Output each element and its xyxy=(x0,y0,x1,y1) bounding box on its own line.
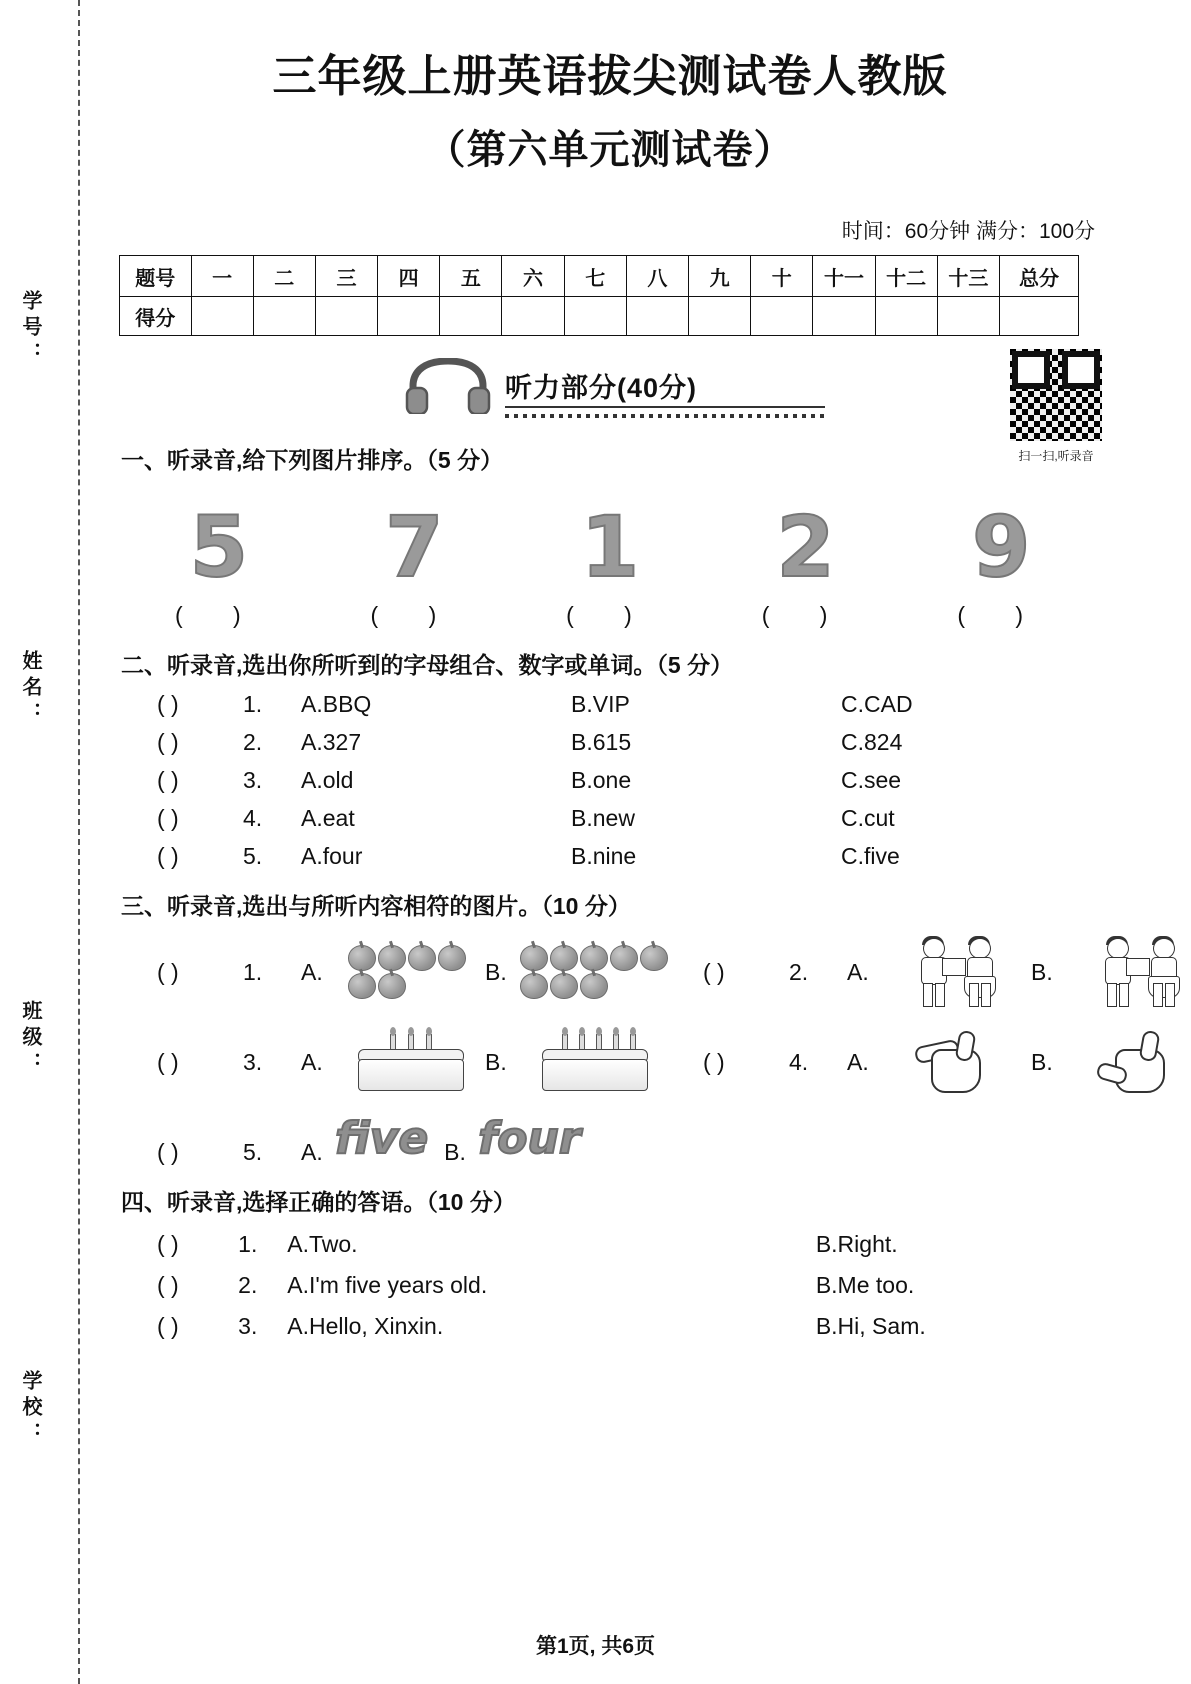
answer-bracket[interactable]: ( ) xyxy=(957,602,1046,628)
section-1-answer-brackets xyxy=(121,602,1099,629)
apples-icon[interactable] xyxy=(335,933,485,1011)
score-cell[interactable] xyxy=(875,297,937,336)
table-row-scores xyxy=(120,297,1079,336)
banner-rule xyxy=(505,406,825,418)
option-a[interactable]: A.I'm five years old. xyxy=(287,1272,488,1298)
answer-bracket[interactable]: ( ) xyxy=(761,602,850,628)
option-c[interactable]: C.824 xyxy=(841,729,903,755)
option-b[interactable]: B.new xyxy=(571,805,635,831)
item-number: 3. xyxy=(238,1313,258,1339)
hand-point-icon[interactable] xyxy=(881,1023,1031,1101)
option-b[interactable]: B.Right. xyxy=(815,1231,898,1257)
item-number: 4. xyxy=(243,805,263,831)
item-number: 4. xyxy=(789,1049,809,1075)
option-b[interactable]: B.one xyxy=(571,767,632,793)
number-figure: 5 xyxy=(189,498,249,596)
option-a[interactable]: A.327 xyxy=(301,729,362,755)
option-b[interactable]: B.Hi, Sam. xyxy=(815,1313,926,1339)
option-c[interactable]: C.see xyxy=(841,767,902,793)
list-item xyxy=(157,1313,1099,1340)
item-number: 1. xyxy=(243,691,263,717)
listening-banner-text: 听力部分(40分) xyxy=(505,373,698,403)
dashed-fold-line xyxy=(78,0,80,1684)
page-subtitle: （第六单元测试卷） xyxy=(425,128,795,172)
option-b[interactable]: B.VIP xyxy=(571,691,630,717)
answer-bracket[interactable]: ( ) xyxy=(157,729,179,755)
list-item xyxy=(157,1113,1099,1166)
margin-label-school: 学校： xyxy=(19,1370,41,1448)
score-cell[interactable] xyxy=(502,297,564,336)
list-item xyxy=(157,767,1099,794)
list-item xyxy=(157,805,1099,832)
option-a-label[interactable]: A. xyxy=(301,1049,323,1075)
score-cell[interactable] xyxy=(378,297,440,336)
score-col-12: 十二 xyxy=(875,256,937,297)
option-a-label[interactable]: A. xyxy=(301,1139,323,1165)
number-figure: 9 xyxy=(971,498,1031,596)
answer-bracket[interactable]: ( ) xyxy=(174,602,263,628)
option-b[interactable]: B.nine xyxy=(571,843,637,869)
section-3-heading: 三、听录音,选出与所听内容相符的图片。（10 分） xyxy=(121,893,631,919)
score-col-total: 总分 xyxy=(999,256,1078,297)
item-number: 2. xyxy=(243,729,263,755)
number-figure: 7 xyxy=(385,498,444,596)
score-cell[interactable] xyxy=(937,297,999,336)
item-number: 5. xyxy=(243,1139,263,1165)
option-a[interactable]: A.BBQ xyxy=(301,691,372,717)
option-a-label[interactable]: A. xyxy=(847,959,869,985)
option-b-label[interactable]: B. xyxy=(485,1049,507,1075)
section-2-heading: 二、听录音,选出你所听到的字母组合、数字或单词。（5 分） xyxy=(121,652,734,678)
list-item xyxy=(157,843,1099,870)
qr-caption: 扫一扫,听录音 xyxy=(1018,449,1094,463)
table-row-header xyxy=(120,256,1079,297)
score-col-8: 八 xyxy=(626,256,688,297)
answer-bracket[interactable]: ( ) xyxy=(157,1231,179,1257)
answer-bracket[interactable]: ( ) xyxy=(157,1049,179,1075)
answer-bracket[interactable]: ( ) xyxy=(370,602,459,628)
list-item xyxy=(157,1023,1099,1101)
score-cell[interactable] xyxy=(191,297,253,336)
option-b[interactable]: B.615 xyxy=(571,729,632,755)
score-cell[interactable] xyxy=(813,297,875,336)
answer-bracket[interactable]: ( ) xyxy=(157,805,179,831)
score-col-5: 五 xyxy=(440,256,502,297)
apples-icon[interactable] xyxy=(519,933,669,1011)
answer-bracket[interactable]: ( ) xyxy=(703,959,725,985)
item-number: 1. xyxy=(243,959,263,985)
option-a[interactable]: A.Two. xyxy=(287,1231,358,1257)
margin-label-name: 姓名： xyxy=(19,650,41,728)
score-col-13: 十三 xyxy=(937,256,999,297)
option-b[interactable]: B.Me too. xyxy=(815,1272,915,1298)
option-c[interactable]: C.five xyxy=(841,843,900,869)
score-col-3: 三 xyxy=(315,256,377,297)
left-margin-strip xyxy=(0,0,100,1684)
score-cell[interactable] xyxy=(315,297,377,336)
score-col-10: 十 xyxy=(751,256,813,297)
option-a-label[interactable]: A. xyxy=(847,1049,869,1075)
score-col-6: 六 xyxy=(502,256,564,297)
option-b-label[interactable]: B. xyxy=(1031,1049,1053,1075)
option-a[interactable]: A.eat xyxy=(301,805,355,831)
score-cell[interactable] xyxy=(999,297,1078,336)
item-number: 2. xyxy=(789,959,809,985)
score-col-1: 一 xyxy=(191,256,253,297)
margin-label-student-id: 学号： xyxy=(19,290,41,368)
item-number: 1. xyxy=(238,1231,258,1257)
section-4-heading: 四、听录音,选择正确的答语。（10 分） xyxy=(121,1189,516,1215)
item-number: 3. xyxy=(243,767,263,793)
hand-six-icon[interactable] xyxy=(1065,1023,1191,1101)
answer-bracket[interactable]: ( ) xyxy=(157,767,179,793)
score-cell[interactable] xyxy=(626,297,688,336)
option-a[interactable]: A.Hello, Xinxin. xyxy=(287,1313,444,1339)
answer-bracket[interactable]: ( ) xyxy=(157,1313,179,1339)
page-title: 三年级上册英语拔尖测试卷人教版 xyxy=(272,52,948,101)
answer-bracket[interactable]: ( ) xyxy=(566,602,654,628)
score-cell[interactable] xyxy=(751,297,813,336)
two-kids-icon[interactable] xyxy=(1065,933,1191,1011)
answer-bracket[interactable]: ( ) xyxy=(157,843,179,869)
cake-icon[interactable] xyxy=(335,1023,485,1101)
answer-bracket[interactable]: ( ) xyxy=(157,1272,179,1298)
number-figure: 2 xyxy=(776,498,835,596)
qr-code-icon[interactable] xyxy=(1007,346,1105,444)
answer-bracket[interactable]: ( ) xyxy=(157,1139,179,1165)
option-b-label[interactable]: B. xyxy=(1031,959,1053,985)
score-col-11: 十一 xyxy=(813,256,875,297)
headphone-icon xyxy=(405,358,491,419)
score-col-2: 二 xyxy=(253,256,315,297)
score-col-7: 七 xyxy=(564,256,626,297)
list-item xyxy=(157,1272,1099,1299)
option-a-label[interactable]: A. xyxy=(301,959,323,985)
score-cell[interactable] xyxy=(253,297,315,336)
page-footer: 第1页, 共6页 xyxy=(535,1635,656,1658)
score-cell[interactable] xyxy=(564,297,626,336)
option-b-label[interactable]: B. xyxy=(444,1139,466,1165)
list-item xyxy=(157,729,1099,756)
item-number: 2. xyxy=(238,1272,258,1298)
word-image-four[interactable]: four xyxy=(478,1113,581,1164)
score-table xyxy=(119,255,1079,336)
item-number: 5. xyxy=(243,843,263,869)
section-1-number-images xyxy=(121,481,1099,596)
margin-label-class: 班级： xyxy=(19,1000,41,1078)
exam-meta: 时间：60分钟 满分：100分 xyxy=(841,220,1095,243)
option-a[interactable]: A.four xyxy=(301,843,363,869)
list-item xyxy=(157,691,1099,718)
section-1-heading: 一、听录音,给下列图片排序。（5 分） xyxy=(121,447,504,473)
score-table-row-label-0: 题号 xyxy=(120,256,192,297)
list-item xyxy=(157,933,1099,1011)
qr-code-block[interactable] xyxy=(1007,346,1105,464)
list-item xyxy=(157,1231,1099,1258)
item-number: 3. xyxy=(243,1049,263,1075)
option-b-label[interactable]: B. xyxy=(485,959,507,985)
score-cell[interactable] xyxy=(440,297,502,336)
score-cell[interactable] xyxy=(689,297,751,336)
score-col-4: 四 xyxy=(378,256,440,297)
exam-page xyxy=(105,0,1115,1684)
two-kids-icon[interactable] xyxy=(881,933,1031,1011)
option-a[interactable]: A.old xyxy=(301,767,354,793)
option-c[interactable]: C.CAD xyxy=(841,691,913,717)
cake-icon[interactable] xyxy=(519,1023,669,1101)
option-c[interactable]: C.cut xyxy=(841,805,895,831)
answer-bracket[interactable]: ( ) xyxy=(157,691,179,717)
answer-bracket[interactable]: ( ) xyxy=(157,959,179,985)
answer-bracket[interactable]: ( ) xyxy=(703,1049,725,1075)
number-figure: 1 xyxy=(580,498,640,596)
score-table-row-label-1: 得分 xyxy=(120,297,192,336)
score-col-9: 九 xyxy=(689,256,751,297)
word-image-five[interactable]: five xyxy=(335,1113,429,1164)
